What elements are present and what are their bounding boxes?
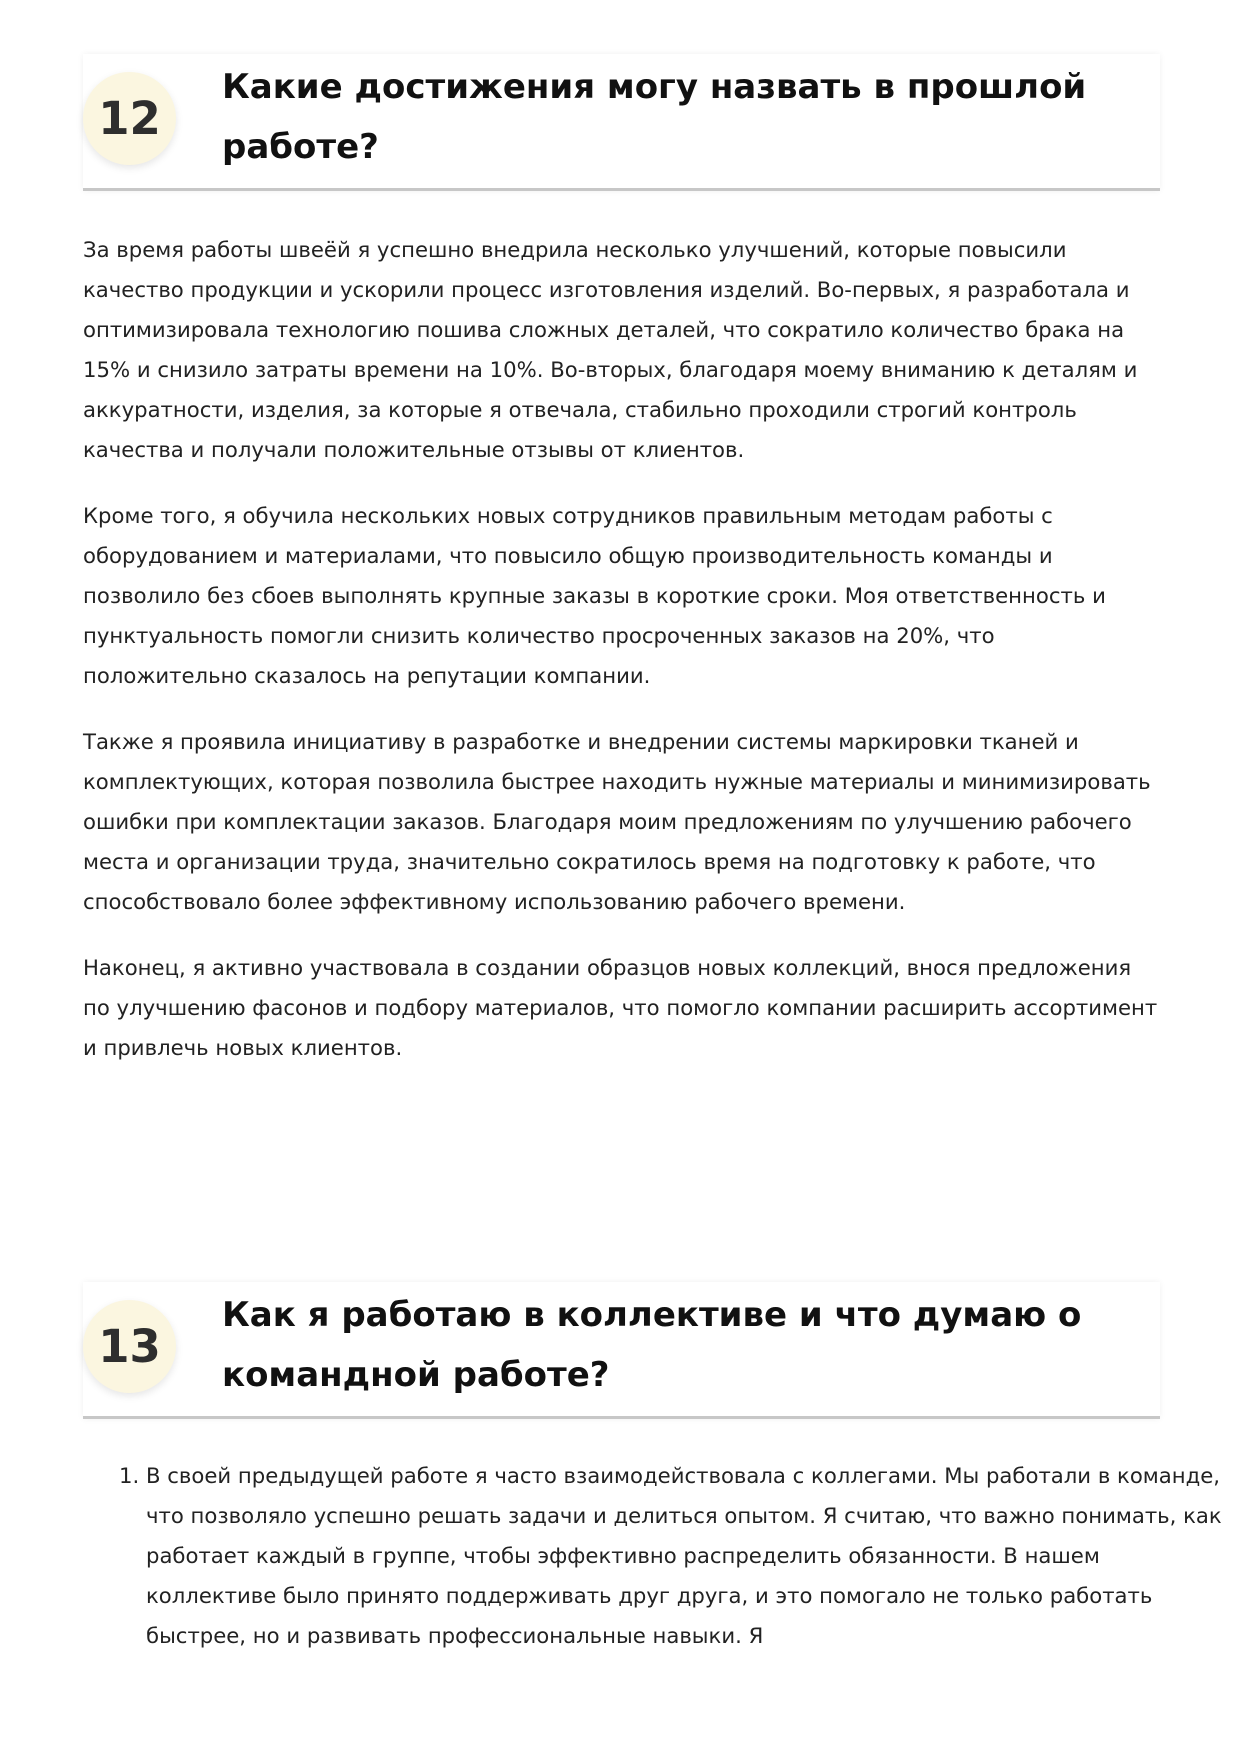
section-number-badge: 12 (83, 72, 176, 165)
section-number-badge: 13 (83, 1300, 176, 1393)
section-title: Какие достижения могу назвать в прошлой работе? (222, 67, 1087, 167)
section-header-12 (83, 54, 1160, 191)
paragraph: Также я проявила инициативу в разработке и внедрении системы маркировки тканей и комплектующих, которая позволила быстрее находить нужные материалы и минимизировать ошибки при комплектации заказов. Благодаря моим предложениям по улучшению рабочего места и организации труда, значительно сократилось время на подготовку к работе, что способствовало более эффективному использованию рабочего времени. (83, 729, 1151, 914)
numbered-list (83, 1456, 1223, 1656)
section-title: Как я работаю в коллективе и что думаю о командной работе? (222, 1295, 1082, 1395)
paragraph: Наконец, я активно участвовала в создании образцов новых коллекций, внося предложения по улучшению фасонов и подбору материалов, что помогло компании расширить ассортимент и привлечь новых клиентов. (83, 955, 1158, 1060)
section-header-13 (83, 1282, 1160, 1419)
list-item: 1. В своей предыдущей работе я часто взаимодействовала с коллегами. Мы работали в команде, что позволяло успешно решать задачи и делиться опытом. Я считаю, что важно понимать, как работает каждый в группе, чтобы эффективно распределить обязанности. В нашем коллективе было принято поддерживать друг друга, и это помогало не только работать быстрее, но и развивать профессиональные навыки. Я (146, 1456, 1223, 1656)
section-body-12 (83, 230, 1160, 1094)
paragraph: За время работы швеёй я успешно внедрила несколько улучшений, которые повысили качество продукции и ускорили процесс изготовления изделий. Во-первых, я разработала и оптимизировала технологию пошива сложных деталей, что сократило количество брака на 15% и снизило затраты времени на 10%. Во-вторых, благодаря моему вниманию к деталям и аккуратности, изделия, за которые я отвечала, стабильно проходили строгий контроль качества и получали положительные отзывы от клиентов. (83, 237, 1138, 462)
paragraph: Кроме того, я обучила нескольких новых сотрудников правильным методам работы с оборудованием и материалами, что повысило общую производительность команды и позволило без сбоев выполнять крупные заказы в короткие сроки. Моя ответственность и пунктуальность помогли снизить количество просроченных заказов на 20%, что положительно сказалось на репутации компании. (83, 503, 1106, 688)
